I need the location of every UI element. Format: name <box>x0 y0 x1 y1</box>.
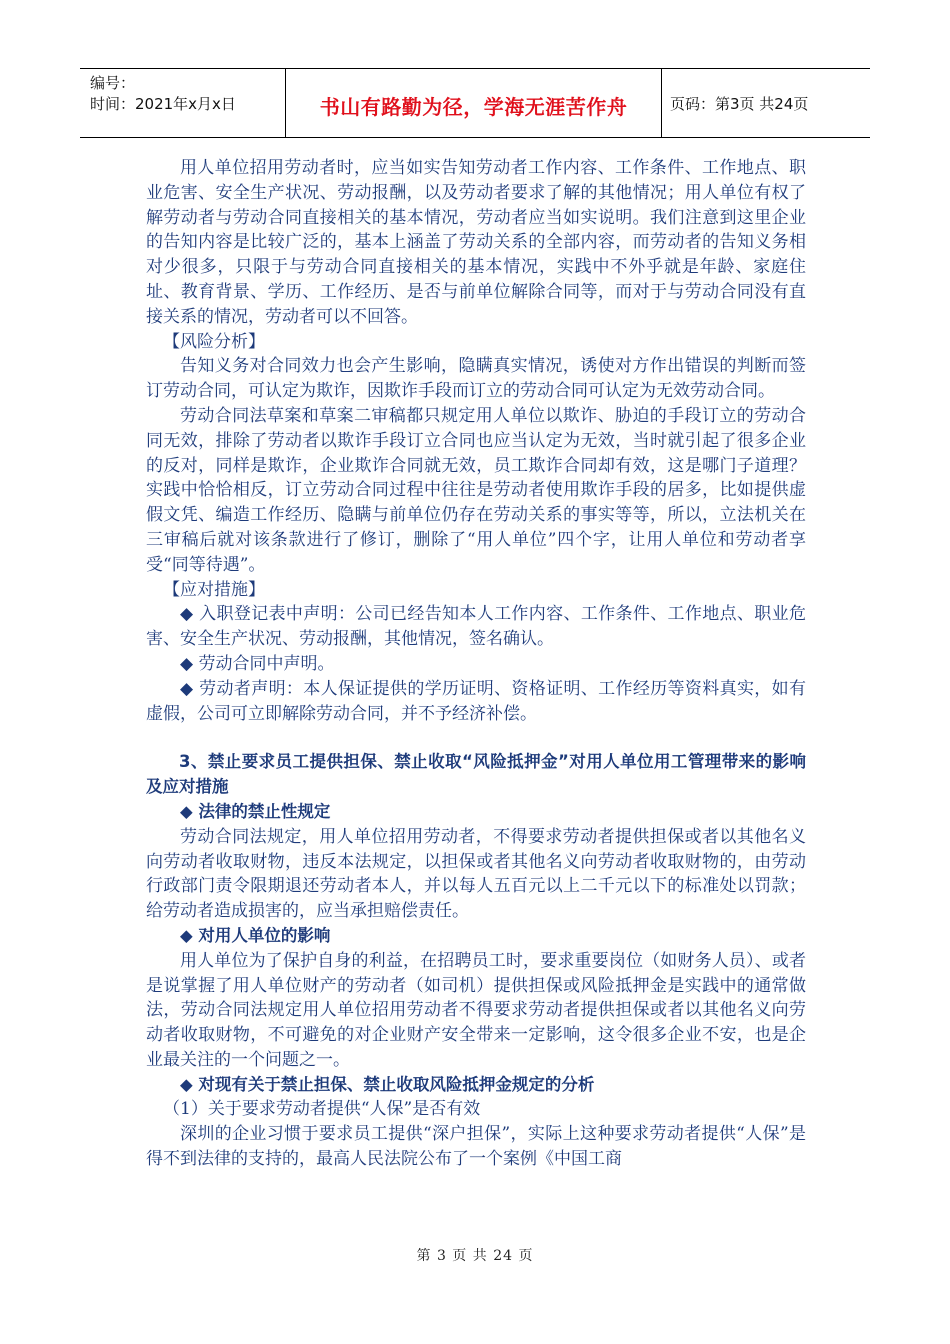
subheading-impact: ◆ 对用人单位的影响 <box>180 925 331 945</box>
measures-heading: 【应对措施】 <box>163 579 265 600</box>
header-meta-cell <box>80 69 286 137</box>
risk-analysis-heading: 【风险分析】 <box>163 331 265 352</box>
document-body <box>146 156 806 1172</box>
item-personal-guarantee: （1）关于要求劳动者提供“人保”是否有效 <box>163 1099 481 1120</box>
bullet-measure-2: ◆ 劳动合同中声明。 <box>180 653 335 674</box>
header-motto-cell <box>286 69 662 137</box>
doc-number-label: 编号： <box>90 74 136 92</box>
paragraph-guarantee-case: 深圳的企业习惯于要求员工提供“深户担保”，实际上这种要求劳动者提供“人保”是得不到法律的支持的，最高人民法院公布了一个案例《中国工商 <box>146 1124 806 1170</box>
section-3-title: 3、禁止要求员工提供担保、禁止收取“风险抵押金”对用人单位用工管理带来的影响及应对措施 <box>146 752 806 797</box>
date-label: 时间：2021年x月x日 <box>90 95 236 113</box>
motto-text: 书山有路勤为径，学海无涯苦作舟 <box>319 95 628 119</box>
paragraph-impact: 用人单位为了保护自身的利益，在招聘员工时，要求重要岗位（如财务人员）、或者是说掌握了用人单位财产的劳动者（如司机）提供担保或风险抵押金是实践中的通常做法，劳动合同法规定用人单位招用劳动者不得要求劳动者提供担保或者以其他名义向劳动者收取财物，不可避免的对企业财产安全带来一定影响，这令很多企业不安，也是企业最关注的一个问题之一。 <box>146 950 806 1070</box>
page-number-label: 页码：第3页 共24页 <box>670 95 809 113</box>
paragraph-risk-2: 劳动合同法草案和草案二审稿都只规定用人单位以欺诈、胁迫的手段订立的劳动合同无效，排除了劳动者以欺诈手段订立合同也应当认定为无效，当时就引起了很多企业的反对，同样是欺诈，企业欺诈合同就无效，员工欺诈合同却有效，这是哪门子道理？实践中恰恰相反，订立劳动合同过程中往往是劳动者使用欺诈手段的居多，比如提供虚假文凭、编造工作经历、隐瞒与前单位仍存在劳动关系的事实等等，所以，立法机关在三审稿后就对该条款进行了修订，删除了“用人单位”四个字，让用人单位和劳动者享受“同等待遇”。 <box>146 405 806 575</box>
subheading-analysis: ◆ 对现有关于禁止担保、禁止收取风险抵押金规定的分析 <box>180 1074 595 1094</box>
page-header <box>80 68 870 138</box>
subheading-prohibition: ◆ 法律的禁止性规定 <box>180 801 331 821</box>
bullet-measure-1: ◆ 入职登记表中声明：公司已经告知本人工作内容、工作条件、工作地点、职业危害、安全生产状况、劳动报酬，其他情况，签名确认。 <box>146 604 806 650</box>
bullet-measure-3: ◆ 劳动者声明：本人保证提供的学历证明、资格证明、工作经历等资料真实，如有虚假，公司可立即解除劳动合同，并不予经济补偿。 <box>146 678 806 724</box>
header-page-cell <box>662 69 870 137</box>
page-footer: 第 3 页 共 24 页 <box>416 1248 534 1264</box>
section-spacer <box>146 726 806 750</box>
paragraph-disclosure-duty: 用人单位招用劳动者时，应当如实告知劳动者工作内容、工作条件、工作地点、职业危害、安全生产状况、劳动报酬，以及劳动者要求了解的其他情况；用人单位有权了解劳动者与劳动合同直接相关的基本情况，劳动者应当如实说明。我们注意到这里企业的告知内容是比较广泛的，基本上涵盖了劳动关系的全部内容，而劳动者的告知义务相对少很多，只限于与劳动合同直接相关的基本情况，实践中不外乎就是年龄、家庭住址、教育背景、学历、工作经历、是否与前单位解除合同等，而对于与劳动合同没有直接关系的情况，劳动者可以不回答。 <box>146 158 806 327</box>
paragraph-risk-1: 告知义务对合同效力也会产生影响，隐瞒真实情况，诱使对方作出错误的判断而签订劳动合同，可认定为欺诈，因欺诈手段而订立的劳动合同可认定为无效劳动合同。 <box>146 356 806 402</box>
paragraph-prohibition: 劳动合同法规定，用人单位招用劳动者，不得要求劳动者提供担保或者以其他名义向劳动者收取财物，违反本法规定，以担保或者其他名义向劳动者收取财物的，由劳动行政部门责令限期退还劳动者本人，并以每人五百元以上二千元以下的标准处以罚款；给劳动者造成损害的，应当承担赔偿责任。 <box>146 826 806 922</box>
